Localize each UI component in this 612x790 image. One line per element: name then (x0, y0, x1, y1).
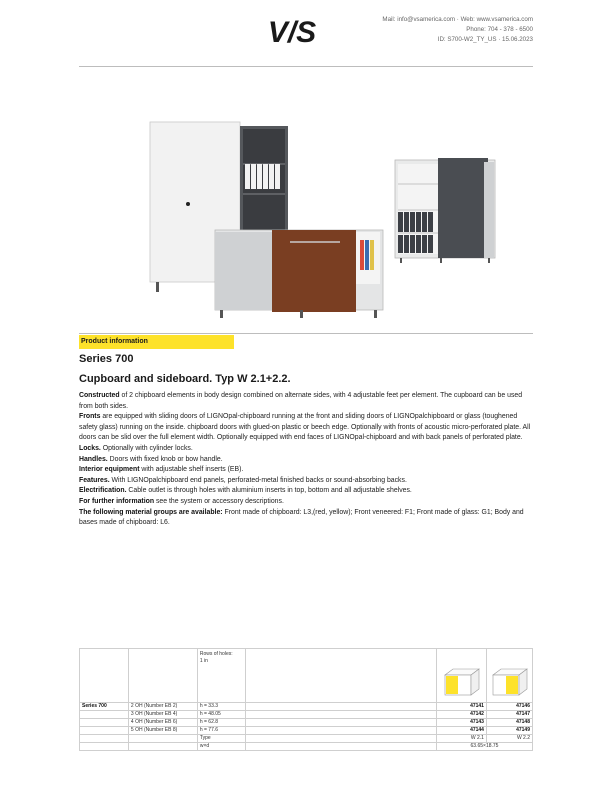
product-image (140, 112, 510, 327)
logo-text: V/S (267, 16, 317, 46)
section-tag: Product information (79, 335, 234, 349)
cabinet-right (395, 158, 495, 263)
header-divider (79, 66, 533, 67)
type-w22: W 2.2 (486, 735, 532, 743)
series-title: Series 700 (79, 353, 134, 365)
contact-block (382, 15, 533, 45)
desc-features: Features. With LIGNOpalchipboard end panels, perforated-metal finished backs or sound-absorbing backs. (79, 476, 407, 484)
desc-further-info: For further information see the system or accessory descriptions. (79, 497, 284, 505)
desc-fronts: Fronts are equipped with sliding doors of LIGNOpal-chipboard running at the front and sliding doors of LIGNOpalchipboard or glass (toughened safety glass) running on the inside. chipboard doors with glued-on plastic or beech edge. Optionally with fronts of acoustic micro-perforated plate. All doors can be slid over the full element width. Optionally equipped with end faces of LIGNOpal-chipboard and with back panels of perforated plate. (79, 413, 531, 442)
cabinet-w22-thumbnail (489, 663, 529, 699)
vs-logo (254, 16, 330, 46)
table-row: 5 OH (Number EB 8) h = 77.6 47144 47149 (80, 727, 533, 735)
type-w21: W 2.1 (437, 735, 487, 743)
description (79, 391, 533, 529)
desc-handles: Handles. Doors with fixed knob or bow handle. (79, 455, 223, 463)
dimension-row (80, 743, 533, 751)
desc-electrification: Electrification. Cable outlet is through holes with aluminium inserts in top, bottom and all adjustable shelves. (79, 487, 412, 495)
thumb-w21-cell (437, 649, 487, 703)
thumb-w22-cell (486, 649, 532, 703)
type-row (80, 735, 533, 743)
table-header-row (80, 649, 533, 703)
cabinet-w21-thumbnail (441, 663, 481, 699)
table-row: Series 700 2 OH (Number EB 2) h = 33.3 47141 47146 (80, 703, 533, 711)
series-label: Series 700 (80, 703, 129, 711)
table-row: 3 OH (Number EB 4) h = 48.05 47142 47147 (80, 711, 533, 719)
desc-constructed: Constructed of 2 chipboard elements in body design combined on alternate sides, with 4 adjustable feet per element. The cupboard can be used from both sides. (79, 392, 523, 410)
desc-interior: Interior equipment with adjustable shelf inserts (EB). (79, 466, 244, 474)
desc-locks: Locks. Optionally with cylinder locks. (79, 444, 193, 452)
product-subtitle: Cupboard and sideboard. Typ W 2.1+2.2. (79, 373, 291, 385)
image-divider (79, 333, 533, 334)
type-label: Type (197, 735, 245, 743)
sideboard (215, 230, 383, 318)
contact-mail-web: Mail: info@vsamerica.com · Web: www.vsamerica.com (382, 16, 533, 23)
spec-table (79, 648, 533, 751)
wxd-value: 63.65×18.75 (437, 743, 533, 751)
desc-materials: The following material groups are available: Front made of chipboard: L3,(red, yellow); Front veneered: F1; Front made of glass: G1; Body and bases made of chipboard: L6. (79, 508, 524, 527)
table-row: 4 OH (Number EB 6) h = 62.8 47143 47148 (80, 719, 533, 727)
holes-note: Rows of holes: 1 in (197, 649, 245, 703)
wxd-label: w×d (197, 743, 245, 751)
contact-phone: Phone: 704 - 378 - 6500 (466, 26, 533, 33)
document-id: ID: S700-W2_TY_US · 15.06.2023 (437, 36, 533, 43)
